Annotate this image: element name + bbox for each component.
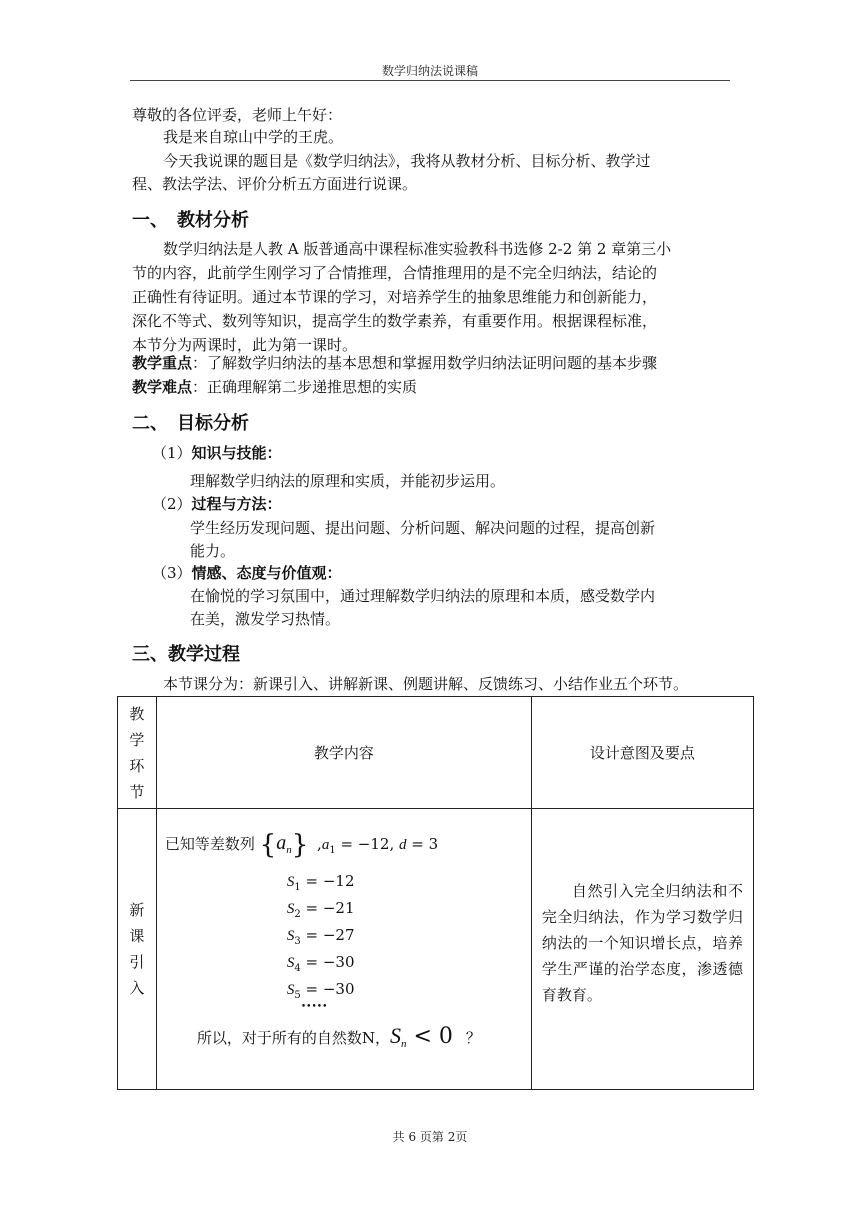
teaching-key-point bbox=[132, 352, 657, 374]
sum-subscript: 1 bbox=[294, 882, 301, 893]
conclusion-prefix: 所以，对于所有的自然数N， bbox=[196, 1029, 390, 1047]
section-heading-goal-analysis: 二、 目标分析 bbox=[132, 413, 249, 434]
section-heading-teaching-process: 三、教学过程 bbox=[132, 644, 240, 665]
sum-value: = −21 bbox=[300, 899, 355, 917]
header-stage-cell bbox=[118, 697, 157, 809]
goal-item-1-title bbox=[152, 442, 282, 464]
teaching-difficulty-label: 教学难点 bbox=[132, 378, 193, 396]
goal-item-2-num: （2） bbox=[152, 495, 192, 513]
sum-value: = −30 bbox=[300, 953, 355, 971]
goal-item-3-title bbox=[152, 562, 342, 584]
conclusion-subscript: n bbox=[401, 1038, 407, 1050]
header-design-label: 设计意图及要点 bbox=[589, 744, 695, 762]
header-stage-char: 学 bbox=[129, 730, 145, 749]
teaching-key-label: 教学重点 bbox=[132, 354, 193, 372]
page-header-title: 数学归纳法说课稿 bbox=[381, 64, 478, 78]
d-value: = 3 bbox=[406, 835, 439, 853]
greeting: 尊敬的各位评委，老师上午好： bbox=[132, 106, 343, 124]
design-text: 自然引入完全归纳法和不完全归纳法，作为学习数学归纳法的一个知识增长点，培养学生严谨的治学态度，渗透德育教育。 bbox=[541, 882, 743, 1004]
section1-line-1: 数学归纳法是人教 A 版普通高中课程标准实验教科书选修 2-2 第 2 章第三小 bbox=[163, 240, 672, 258]
goal-item-2-title bbox=[152, 493, 282, 515]
goal-item-2-heading: 过程与方法： bbox=[191, 495, 282, 513]
table-row-new-lesson bbox=[118, 809, 754, 1090]
sum-line-5: $S_5 = -30$ bbox=[286, 980, 355, 1001]
goal-item-2-line-2: 能力。 bbox=[190, 542, 236, 560]
conclusion-relation: < 0 bbox=[406, 1024, 460, 1049]
math-block bbox=[157, 809, 531, 1089]
sum-subscript: 3 bbox=[294, 936, 301, 947]
sum-value: = −12 bbox=[300, 872, 355, 890]
stage-char: 新 bbox=[129, 901, 145, 919]
conclusion-symbol: S bbox=[390, 1023, 401, 1048]
goal-item-3-num: （3） bbox=[152, 564, 192, 582]
topic-line-2: 程、教法学法、评价分析五方面进行说课。 bbox=[132, 175, 418, 193]
sum-value: = −27 bbox=[300, 926, 355, 944]
header-content-cell bbox=[156, 697, 531, 809]
a1-subscript: 1 bbox=[329, 845, 336, 856]
section1-line-2: 节的内容，此前学生刚学习了合情推理，合情推理用的是不完全归纳法，结论的 bbox=[132, 264, 658, 282]
content-new-lesson-cell bbox=[156, 809, 531, 1090]
goal-item-3-line-1: 在愉悦的学习氛围中，通过理解数学归纳法的原理和本质，感受数学内 bbox=[190, 587, 656, 605]
conclusion-question: ？ bbox=[465, 1029, 481, 1047]
stage-char: 引 bbox=[129, 953, 145, 971]
header-design-cell bbox=[531, 697, 753, 809]
goal-item-3-line-2: 在美，激发学习热情。 bbox=[190, 610, 341, 628]
section-heading-textbook-analysis: 一、 教材分析 bbox=[132, 210, 249, 231]
sum-line-3: $S_3 = -27$ bbox=[286, 926, 355, 947]
given-sequence-line: 已知等差数列 $\{a_n\} ,a_1 = -12$, d = 3 bbox=[164, 830, 439, 860]
self-introduction: 我是来自琼山中学的王虎。 bbox=[163, 128, 344, 146]
teaching-key-text: ：了解数学归纳法的基本思想和掌握用数学归纳法证明问题的基本步骤 bbox=[192, 354, 658, 372]
stage-char: 课 bbox=[129, 927, 145, 945]
goal-item-1-num: （1） bbox=[152, 444, 192, 462]
sequence-symbol: a bbox=[276, 832, 287, 854]
header-stage-char: 节 bbox=[129, 782, 145, 801]
given-prefix: 已知等差数列 bbox=[164, 835, 255, 853]
a1-symbol: a bbox=[321, 837, 330, 853]
d-symbol: d bbox=[399, 837, 407, 853]
topic-line-1: 今天我说课的题目是《数学归纳法》，我将从教材分析、目标分析、教学过 bbox=[163, 152, 651, 170]
table-header-row bbox=[118, 697, 754, 809]
sum-line-1: $S_1 = -12$ bbox=[286, 872, 355, 893]
sum-value: = −30 bbox=[300, 980, 355, 998]
header-stage-char: 教 bbox=[129, 704, 145, 723]
header-rule bbox=[130, 80, 730, 81]
right-brace: } bbox=[291, 830, 309, 860]
header-stage-char: 环 bbox=[129, 756, 145, 775]
teaching-process-intro: 本节课分为：新课引入、讲解新课、例题讲解、反馈练习、小结作业五个环节。 bbox=[163, 675, 689, 693]
sum-subscript: 4 bbox=[294, 963, 301, 974]
goal-item-2-line-1: 学生经历发现问题、提出问题、分析问题、解决问题的过程，提高创新 bbox=[190, 519, 656, 537]
header-content-label: 教学内容 bbox=[313, 744, 374, 762]
sum-line-2: $S_2 = -21$ bbox=[286, 899, 355, 920]
section1-line-3: 正确性有待证明。通过本节课的学习，对培养学生的抽象思维能力和创新能力， bbox=[132, 288, 658, 306]
sum-subscript: 2 bbox=[294, 909, 301, 920]
sum-subscript: 5 bbox=[294, 990, 301, 1001]
conclusion-line bbox=[197, 1023, 481, 1050]
teaching-difficulty-text: ：正确理解第二步递推思想的实质 bbox=[192, 378, 418, 396]
goal-item-1-line-1: 理解数学归纳法的原理和实质，并能初步运用。 bbox=[190, 472, 506, 490]
goal-item-3-heading: 情感、态度与价值观： bbox=[191, 564, 342, 582]
teaching-process-table bbox=[117, 696, 754, 1090]
section1-line-5: 本节分为两课时，此为第一课时。 bbox=[132, 336, 358, 354]
section1-line-4: 深化不等式、数列等知识，提高学生的数学素养，有重要作用。根据课程标准， bbox=[132, 312, 658, 330]
stage-char: 入 bbox=[129, 979, 145, 997]
teaching-difficulty bbox=[132, 376, 417, 398]
design-new-lesson-cell bbox=[531, 809, 753, 1090]
sum-line-4: $S_4 = -30$ bbox=[286, 953, 355, 974]
left-brace: { bbox=[259, 830, 277, 860]
stage-new-lesson-cell bbox=[118, 809, 157, 1090]
a1-value: = −12 bbox=[335, 835, 390, 853]
page-footer: 共 6 页第 2页 bbox=[392, 1130, 468, 1144]
goal-item-1-heading: 知识与技能： bbox=[191, 444, 282, 462]
ellipsis-dots: ••••• bbox=[300, 1002, 328, 1012]
sequence-subscript: n bbox=[286, 844, 292, 856]
